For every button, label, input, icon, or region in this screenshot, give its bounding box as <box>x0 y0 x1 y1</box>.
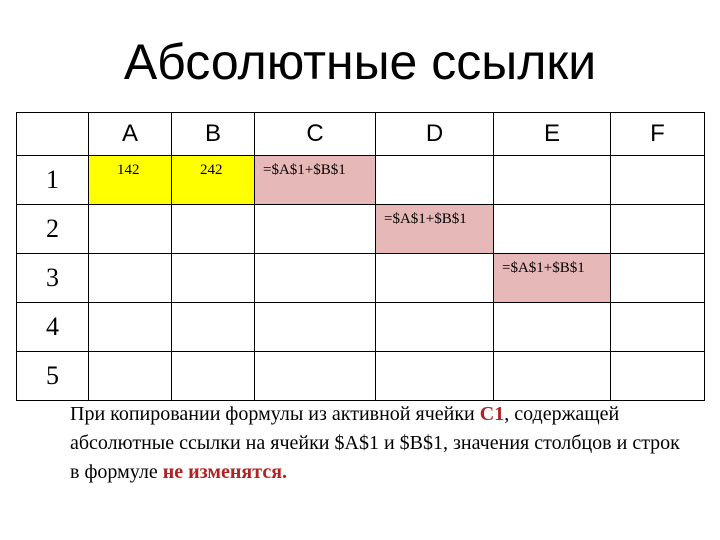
row-header-3[interactable]: 3 <box>17 254 89 303</box>
cell-f1[interactable] <box>611 156 705 205</box>
spreadsheet-grid <box>16 112 705 401</box>
cell-a3[interactable] <box>89 254 172 303</box>
corner-cell[interactable] <box>17 113 89 156</box>
cell-b4[interactable] <box>172 303 255 352</box>
cell-f3[interactable] <box>611 254 705 303</box>
cell-d4[interactable] <box>376 303 494 352</box>
row-header-5[interactable]: 5 <box>17 352 89 401</box>
cell-a2[interactable] <box>89 205 172 254</box>
column-header-a[interactable]: A <box>89 113 172 156</box>
table-row <box>17 205 705 254</box>
cell-b3[interactable] <box>172 254 255 303</box>
cell-f5[interactable] <box>611 352 705 401</box>
cell-c1[interactable]: =$A$1+$B$1 <box>255 156 376 205</box>
cell-f2[interactable] <box>611 205 705 254</box>
cell-c5[interactable] <box>255 352 376 401</box>
column-header-d[interactable]: D <box>376 113 494 156</box>
cell-c2[interactable] <box>255 205 376 254</box>
cell-d1[interactable] <box>376 156 494 205</box>
cell-a1[interactable]: 142 <box>89 156 172 205</box>
cell-b2[interactable] <box>172 205 255 254</box>
table-row <box>17 352 705 401</box>
description-text <box>70 400 690 487</box>
table-row <box>17 303 705 352</box>
column-header-b[interactable]: B <box>172 113 255 156</box>
cell-c4[interactable] <box>255 303 376 352</box>
description-part2: , содержащей абсолютные ссылки на ячейки $A$1 и $B$1, значения столбцов и строк в формуле <box>70 403 680 483</box>
active-cell-reference: С1 <box>479 403 505 425</box>
row-header-1[interactable]: 1 <box>17 156 89 205</box>
cell-c3[interactable] <box>255 254 376 303</box>
table-row <box>17 156 705 205</box>
column-header-f[interactable]: F <box>611 113 705 156</box>
row-header-4[interactable]: 4 <box>17 303 89 352</box>
row-header-2[interactable]: 2 <box>17 205 89 254</box>
cell-d3[interactable] <box>376 254 494 303</box>
cell-e3[interactable]: =$A$1+$B$1 <box>494 254 611 303</box>
description-part1: При копировании формулы из активной ячейки <box>70 403 480 425</box>
cell-d2[interactable]: =$A$1+$B$1 <box>376 205 494 254</box>
cell-e4[interactable] <box>494 303 611 352</box>
cell-a4[interactable] <box>89 303 172 352</box>
table-row <box>17 254 705 303</box>
cell-b5[interactable] <box>172 352 255 401</box>
description-emphasis: не изменятся. <box>162 461 288 483</box>
column-header-e[interactable]: E <box>494 113 611 156</box>
cell-e1[interactable] <box>494 156 611 205</box>
cell-d5[interactable] <box>376 352 494 401</box>
cell-f4[interactable] <box>611 303 705 352</box>
cell-e2[interactable] <box>494 205 611 254</box>
cell-a5[interactable] <box>89 352 172 401</box>
cell-e5[interactable] <box>494 352 611 401</box>
column-header-c[interactable]: C <box>255 113 376 156</box>
slide-title: Абсолютные ссылки <box>123 34 597 90</box>
cell-b1[interactable]: 242 <box>172 156 255 205</box>
